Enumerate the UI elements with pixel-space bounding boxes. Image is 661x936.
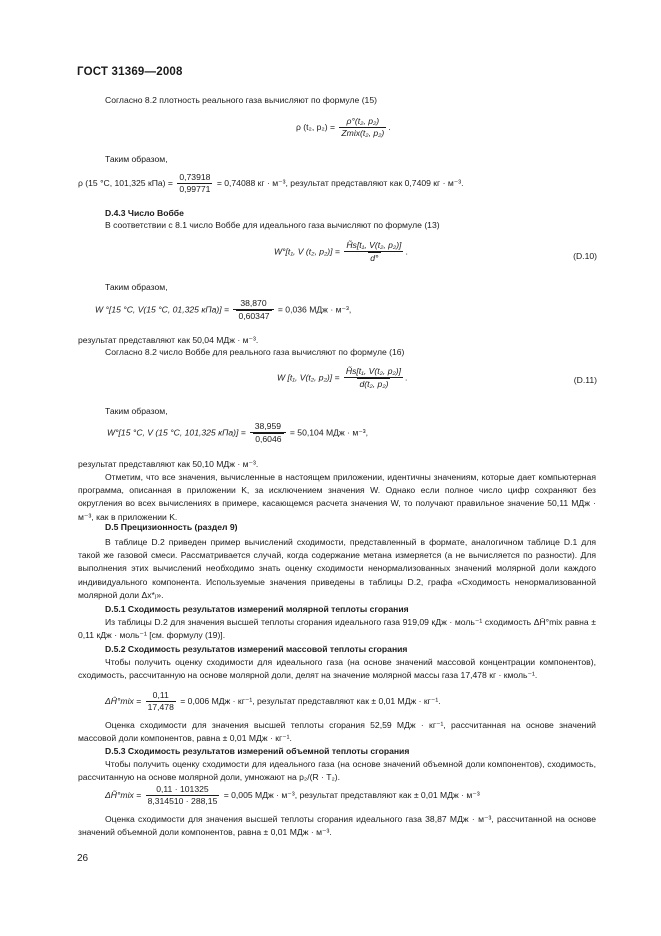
paragraph-thus-1: Таким образом, [105,154,168,164]
sqrt-symbol: 0,6046 [255,434,282,444]
formula-fraction [339,116,386,139]
section-heading-d5: D.5 Прецизионность (раздел 9) [105,522,238,532]
formula-lhs: W [t₁, V(t₂, p₂)] = [277,372,340,383]
formula-fraction [146,784,220,807]
formula-result: = 0,006 МДж · кг⁻¹, результат представляют как ± 0,01 МДж · кг⁻¹. [180,695,441,706]
formula-wobbe-ideal: W°[t₁, V (t₂, p₂)] = $\frac{\text{H̃s[t₁, V(t₂, p₂)]}}{d^\circ}$ . [274,240,408,263]
formula-lhs: W°[15 °C, V (15 °C, 101,325 кПа)] = [107,427,246,438]
numerator: 38,870 [233,298,273,310]
denominator [250,433,285,445]
formula-real-density: ρ (t₂, p₂) = $\frac{\text{ρ°(t₂, p₂)}}{\text{Zmix(t₂, p₂)}}$ . [296,116,391,138]
numerator: 0,73918 [179,172,211,182]
formula-lhs: ρ (t₂, p₂) = [296,121,336,132]
formula-fraction [250,421,285,445]
numerator: 0,11 [146,690,176,702]
section-heading-d52: D.5.2 Сходимость результатов измерений массовой теплоты сгорания [105,644,408,654]
paragraph-thus-2: Таким образом, [105,282,168,292]
formula-result: = 0,74088 кг · м⁻³, результат представляют как 0,7409 кг · м⁻³. [216,177,464,188]
sqrt-symbol: d° [370,253,379,263]
denominator: 8,314510 · 288,15 [147,796,218,806]
section-heading-d51: D.5.1 Сходимость результатов измерений молярной теплоты сгорания [105,604,409,614]
paragraph-result-1: результат представляют как 50,04 МДж · м⁻³. [78,335,259,345]
page-header-title: ГОСТ 31369—2008 [77,66,183,78]
formula-lhs: ΔĤ°mix = [105,695,142,706]
paragraph-precision: В таблице D.2 приведен пример вычислений сходимости, представленный в формате, аналогичном таблице D.1 для такой же газовой смеси. Рассматривается случай, когда содержание метана измеряется (а не вычисляется по разности). Для выполнения этих вычислений необходимо знать оценку сходимости ненормализованных значений молярной доли каждого индивидуального компонента. Используемые значения приведены в таблицы D.2, графа «Сходимость ненормализованной молярной доли Δx*ⱼ». [78,537,596,600]
formula-mass-repeatability [105,690,441,713]
section-heading-d53: D.5.3 Сходимость результатов измерений объемной теплоты сгорания [105,746,410,756]
formula-lhs: W°[t₁, V (t₂, p₂)] = [274,246,340,257]
formula-wobbe-real-value [107,421,368,445]
equation-number-d11: (D.11) [573,375,597,385]
formula-wobbe-real: W [t₁, V(t₂, p₂)] = $\frac{\text{H̃s[t₁, V(t₂, p₂)]}}{\text{d(t₂, p₂)}}$ . [277,366,408,389]
denominator: Zmix(t₂, p₂) [341,128,385,138]
denominator: 0,99771 [179,184,211,194]
formula-density-value [78,172,464,195]
paragraph-result-2: результат представляют как 50,10 МДж · м⁻³. [78,459,259,469]
paragraph-mass-estimate: Оценка сходимости для значения высшей теплоты сгорания 52,59 МДж · кг⁻¹, рассчитанная на основе значений массовой доли компонентов, равна ± 0,01 МДж · кг⁻¹. [78,720,596,744]
denominator: 17,478 [147,702,174,712]
formula-fraction [177,172,212,195]
formula-fraction [146,690,176,713]
denominator [344,378,403,390]
formula-lhs: ΔH̃°mix = [105,789,142,800]
paragraph-note: Отметим, что все значения, вычисленные в настоящем приложении, идентичны значениям, которые дает компьютерная программа, описанная в приложении K, за исключением значения W. Однако если полное число цифр сохраняют без округления во всех вычислениях в примере, касающемся расчета значения W, то получают правильное значение 50,11 МДж · м⁻³, как в приложении K. [78,472,596,522]
equation-number-d10: (D.10) [573,251,597,261]
numerator: ρ°(t₂, p₂) [339,116,386,128]
paragraph-wobbe-ideal: В соответствии с 8.1 число Воббе для идеального газа вычисляют по формуле (13) [105,220,440,230]
paragraph-density-intro: Согласно 8.2 плотность реального газа вычисляют по формуле (15) [105,95,377,105]
section-heading-d43: D.4.3 Число Воббе [105,208,184,218]
formula-result: = 0,036 МДж · м⁻³, [277,304,352,315]
denominator [344,252,403,264]
formula-wobbe-ideal-value [95,298,351,322]
denominator [233,310,273,322]
page-number: 26 [77,853,89,864]
sqrt-symbol: 0,60347 [238,311,270,321]
formula-volume-repeatability [105,784,480,807]
numerator: H̃s[t₁, V(t₂, p₂)] [345,366,402,376]
paragraph-wobbe-real: Согласно 8.2 число Воббе для реального газа вычисляют по формуле (16) [105,347,405,357]
numerator: 0,11 · 101325 [146,784,220,796]
paragraph-molar-repeatability: Из таблицы D.2 для значения высшей теплоты сгорания идеального газа 919,09 кДж · моль⁻¹ сходимость ΔH̄°mix равна ± 0,11 кДж · моль⁻¹ [см. формулу (19)]. [78,617,596,641]
numerator: 38,959 [250,421,285,433]
formula-fraction [344,240,403,264]
formula-lhs: W °[15 °C, V(15 °C, 01,325 кПа)] = [95,304,230,315]
formula-lhs: ρ (15 °C, 101,325 кПа) = [78,177,173,188]
formula-result: = 0,005 МДж · м⁻³, результат представляют как ± 0,01 МДж · м⁻³ [223,789,480,800]
numerator: H̃s[t₁, V(t₂, p₂)] [346,240,402,250]
paragraph-volume-repeatability: Чтобы получить оценку сходимости для идеального газа (на основе значений объемной доли компонентов), сходимость, рассчитанную на основе молярной доли, умножают на p₂/(R · T₂). [78,759,596,783]
sqrt-symbol: d(t₂, p₂) [359,379,389,389]
paragraph-thus-3: Таким образом, [105,406,168,416]
paragraph-volume-estimate: Оценка сходимости для значения высшей теплоты сгорания идеального газа 38,87 МДж · м⁻³, рассчитанной на основе значений объемной доли компонентов, равна ± 0,01 МДж · м⁻³. [78,814,596,838]
formula-fraction [344,366,403,390]
paragraph-mass-repeatability: Чтобы получить оценку сходимости для идеального газа (на основе значений массовой концентрации компонентов), сходимость, рассчитанную на основе молярной доли, делят на значение молярной массы газа 17,478 кг · кмоль⁻¹. [78,657,596,681]
formula-fraction [233,298,273,322]
formula-result: = 50,104 МДж · м⁻³, [289,427,369,438]
